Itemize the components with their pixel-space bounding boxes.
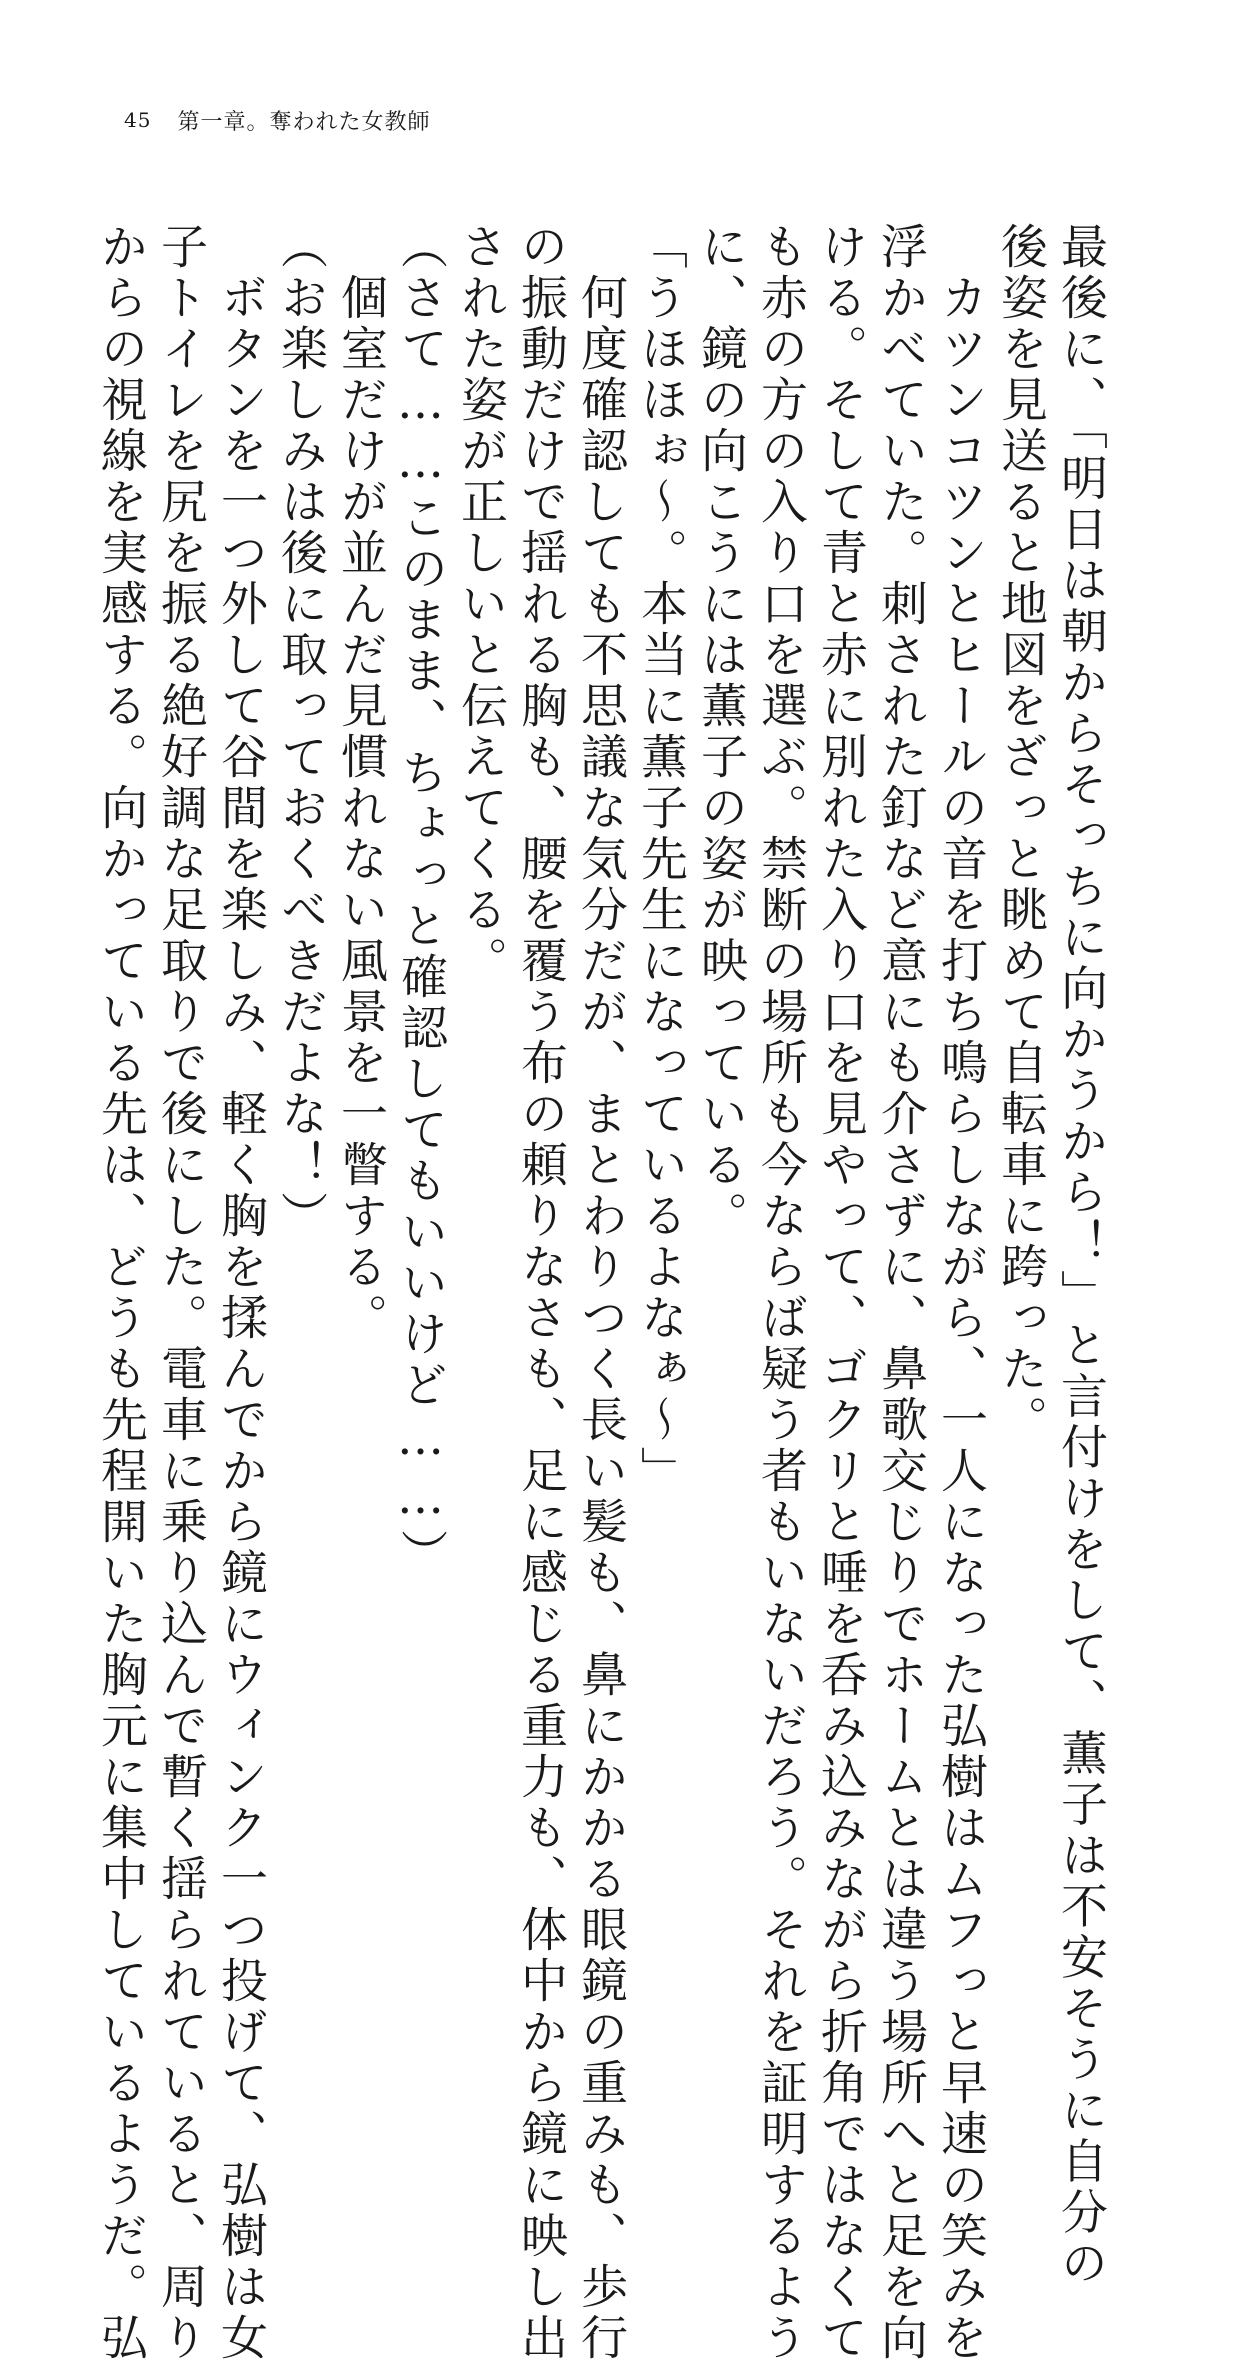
text-column: ける。そして青と赤に別れた入り口を見やって、ゴクリと唾を呑み込みながら折角ではなくて xyxy=(813,222,868,2364)
text-column: 何度確認しても不思議な気分だが、まとわりつく長い髪も、鼻にかかる眼鏡の重みも、歩行 xyxy=(573,222,628,2364)
running-header xyxy=(124,100,430,140)
text-column: 「うほほぉ～。本当に薫子先生になっているよなぁ～」 xyxy=(633,222,688,1497)
vertical-body-text xyxy=(93,222,1110,2364)
page-number: 45 xyxy=(124,108,152,132)
text-column: 後姿を見送ると地図をざっと眺めて自転車に跨った。 xyxy=(993,222,1048,1446)
chapter-title: 第一章。奪われた女教師 xyxy=(177,109,431,135)
text-column: の振動だけで揺れる胸も、腰を覆う布の頼りなさも、足に感じる重力も、体中から鏡に映し出 xyxy=(513,222,568,2364)
text-column: も赤の方の入り口を選ぶ。禁断の場所も今ならば疑う者もいないだろう。それを証明するよう xyxy=(753,222,808,2364)
text-column: 子トイレを尻を振る絶好調な足取りで後にした。電車に乗り込んで暫く揺られていると、周り xyxy=(153,222,208,2364)
text-column: に、鏡の向こうには薫子の姿が映っている。 xyxy=(693,222,748,1242)
text-column: （さて……このまま、ちょっと確認してもいいけど……） xyxy=(393,222,448,1580)
text-column: カツンコツンとヒールの音を打ち鳴らしながら、一人になった弘樹はムフっと早速の笑みを xyxy=(933,222,988,2364)
text-column: ボタンを一つ外して谷間を楽しみ、軽く胸を揉んでから鏡にウィンク一つ投げて、弘樹は女 xyxy=(213,222,268,2364)
text-column: 最後に、「明日は朝からそっちに向かうから！」と言付けをして、薫子は不安そうに自分の xyxy=(1053,222,1108,2290)
text-column: （お楽しみは後に取っておくべきだよな！） xyxy=(273,222,328,1242)
text-column: からの視線を実感する。向かっている先は、どうも先程開いた胸元に集中しているようだ。弘 xyxy=(93,222,148,2364)
text-column: 個室だけが並んだ見慣れない風景を一瞥する。 xyxy=(333,222,388,1344)
text-column: された姿が正しいと伝えてくる。 xyxy=(453,222,508,987)
text-column: 浮かべていた。刺された釘など意にも介さずに、鼻歌交じりでホームとは違う場所へと足を向 xyxy=(873,222,928,2364)
